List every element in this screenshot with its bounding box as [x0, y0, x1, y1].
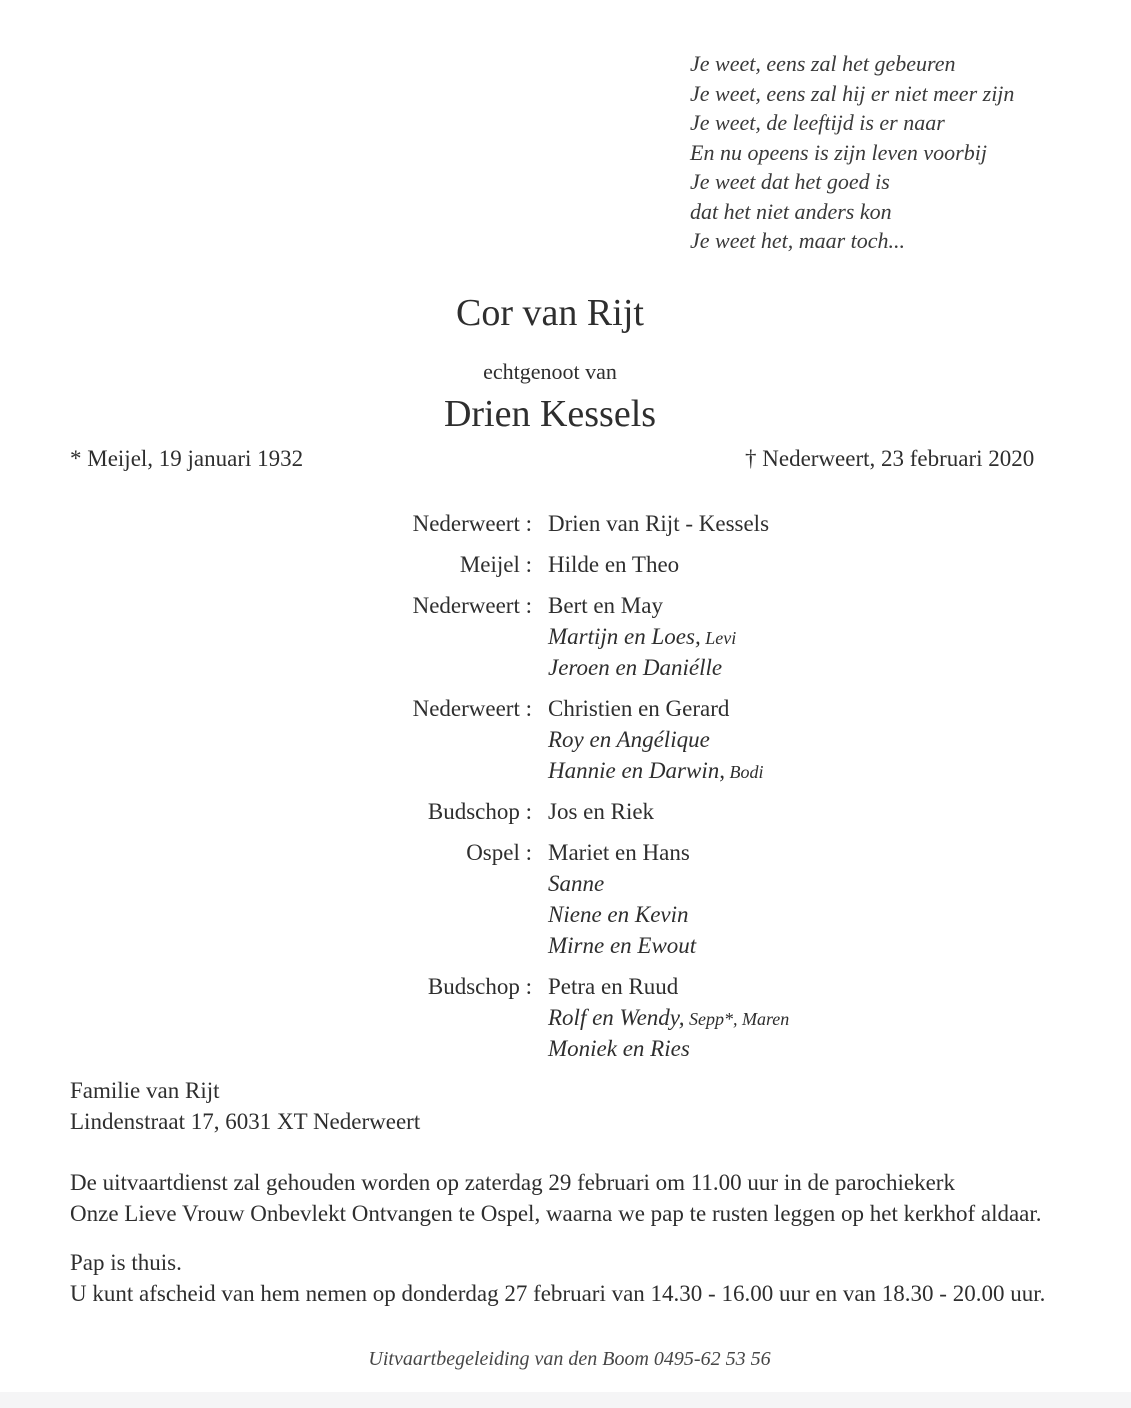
- family-row-place: [0, 725, 532, 756]
- family-row-names-main: Jeroen en Daniélle: [548, 655, 723, 680]
- family-row-names-suffix: Bodi: [724, 762, 764, 782]
- relation-label: echtgenoot van: [483, 359, 617, 384]
- family-row: [0, 797, 1100, 828]
- family-row-place: Budschop :: [427, 799, 532, 824]
- family-row-place: [0, 869, 532, 900]
- family-row-place: Ospel :: [466, 840, 532, 865]
- family-row-names: [548, 653, 1100, 684]
- family-row-names-main: Moniek en Ries: [548, 1036, 690, 1061]
- family-row-names: [548, 694, 1100, 725]
- family-row-names-main: Jos en Riek: [548, 799, 655, 824]
- family-row-place: [0, 1003, 532, 1034]
- family-row-names: [548, 900, 1100, 931]
- family-row-place: [0, 900, 532, 931]
- family-row-names-main: Petra en Ruud: [548, 974, 679, 999]
- family-row-place: [0, 931, 532, 962]
- family-row-names-main: Drien van Rijt - Kessels: [548, 511, 770, 536]
- family-row: [0, 694, 1100, 725]
- family-row-names-suffix: Levi: [700, 628, 737, 648]
- family-row-names: [548, 1003, 1100, 1034]
- family-row-place: Meijel :: [459, 552, 532, 577]
- family-row-names: [548, 1034, 1100, 1065]
- family-row-names: [548, 622, 1100, 653]
- service-details: [70, 1167, 1042, 1229]
- family-row-place: Budschop :: [427, 974, 532, 999]
- family-row-names: [548, 797, 1100, 828]
- bottom-edge-strip: [0, 1392, 1131, 1408]
- family-row: [0, 838, 1100, 869]
- poem-line: En nu opeens is zijn leven voorbij: [690, 139, 987, 165]
- visitation-details: [70, 1247, 1045, 1309]
- family-row-names-main: Rolf en Wendy,: [548, 1005, 685, 1030]
- poem-line: Je weet, eens zal het gebeuren: [690, 51, 956, 76]
- family-row-names-suffix: Sepp*, Maren: [684, 1009, 790, 1029]
- family-row-names: [548, 725, 1100, 756]
- death-line: † Nederweert, 23 februari 2020: [745, 446, 1035, 471]
- funeral-home-footer: Uitvaartbegeleiding van den Boom 0495-62 53 56: [368, 1348, 771, 1370]
- service-line: Onze Lieve Vrouw Onbevlekt Ontvangen te Ospel, waarna we pap te rusten leggen op het kerkhof aldaar.: [70, 1201, 1042, 1226]
- family-row-names: [548, 838, 1100, 869]
- family-row-names-main: Roy en Angélique: [548, 727, 710, 752]
- family-row: [0, 622, 1100, 653]
- family-row-names: [548, 550, 1100, 581]
- visitation-line: U kunt afscheid van hem nemen op donderdag 27 februari van 14.30 - 16.00 uur en van 18.30 - 20.00 uur.: [70, 1281, 1046, 1306]
- poem: [690, 49, 1014, 256]
- family-row: [0, 509, 1100, 540]
- family-row-place: Nederweert :: [412, 696, 532, 721]
- family-list: [0, 509, 1100, 1065]
- family-row: [0, 1034, 1100, 1065]
- spouse-name: Drien Kessels: [443, 393, 657, 435]
- family-row: [0, 756, 1100, 787]
- family-row: [0, 550, 1100, 581]
- family-row: [0, 653, 1100, 684]
- poem-line: dat het niet anders kon: [690, 198, 892, 224]
- poem-line: Je weet dat het goed is: [690, 169, 890, 194]
- family-row-place: [0, 756, 532, 787]
- contact-address: [70, 1075, 420, 1137]
- family-row-names-main: Christien en Gerard: [548, 696, 730, 721]
- birth-line: * Meijel, 19 januari 1932: [70, 446, 304, 471]
- visitation-line: Pap is thuis.: [70, 1250, 182, 1275]
- family-row-names-main: Bert en May: [548, 593, 663, 618]
- family-row-names-main: Mirne en Ewout: [548, 933, 697, 958]
- family-row-place: Nederweert :: [412, 593, 532, 618]
- family-row-names: [548, 972, 1100, 1003]
- family-row-names-main: Mariet en Hans: [548, 840, 690, 865]
- deceased-name: Cor van Rijt: [456, 292, 644, 334]
- family-row-names-main: Martijn en Loes,: [548, 624, 701, 649]
- family-row-names-main: Niene en Kevin: [548, 902, 689, 927]
- family-row-names: [548, 509, 1100, 540]
- family-row: [0, 900, 1100, 931]
- poem-line: Je weet, de leeftijd is er naar: [690, 110, 945, 135]
- service-line: De uitvaartdienst zal gehouden worden op zaterdag 29 februari om 11.00 uur in de parochiekerk: [70, 1170, 955, 1195]
- family-row: [0, 591, 1100, 622]
- family-row: [0, 725, 1100, 756]
- family-row-place: [0, 622, 532, 653]
- family-row-names-main: Sanne: [548, 871, 605, 896]
- family-row-names: [548, 869, 1100, 900]
- poem-line: Je weet het, maar toch...: [690, 228, 906, 253]
- family-row: [0, 972, 1100, 1003]
- family-row-names-main: Hannie en Darwin,: [548, 758, 725, 783]
- family-row-names: [548, 591, 1100, 622]
- family-row: [0, 931, 1100, 962]
- family-row: [0, 869, 1100, 900]
- poem-line: Je weet, eens zal hij er niet meer zijn: [690, 80, 1015, 106]
- family-row: [0, 1003, 1100, 1034]
- family-row-names: [548, 931, 1100, 962]
- family-row-place: [0, 1034, 532, 1065]
- family-row-names-main: Hilde en Theo: [548, 552, 680, 577]
- contact-line: Lindenstraat 17, 6031 XT Nederweert: [70, 1109, 421, 1134]
- contact-line: Familie van Rijt: [70, 1078, 220, 1103]
- family-row-names: [548, 756, 1100, 787]
- family-row-place: Nederweert :: [412, 511, 532, 536]
- family-row-place: [0, 653, 532, 684]
